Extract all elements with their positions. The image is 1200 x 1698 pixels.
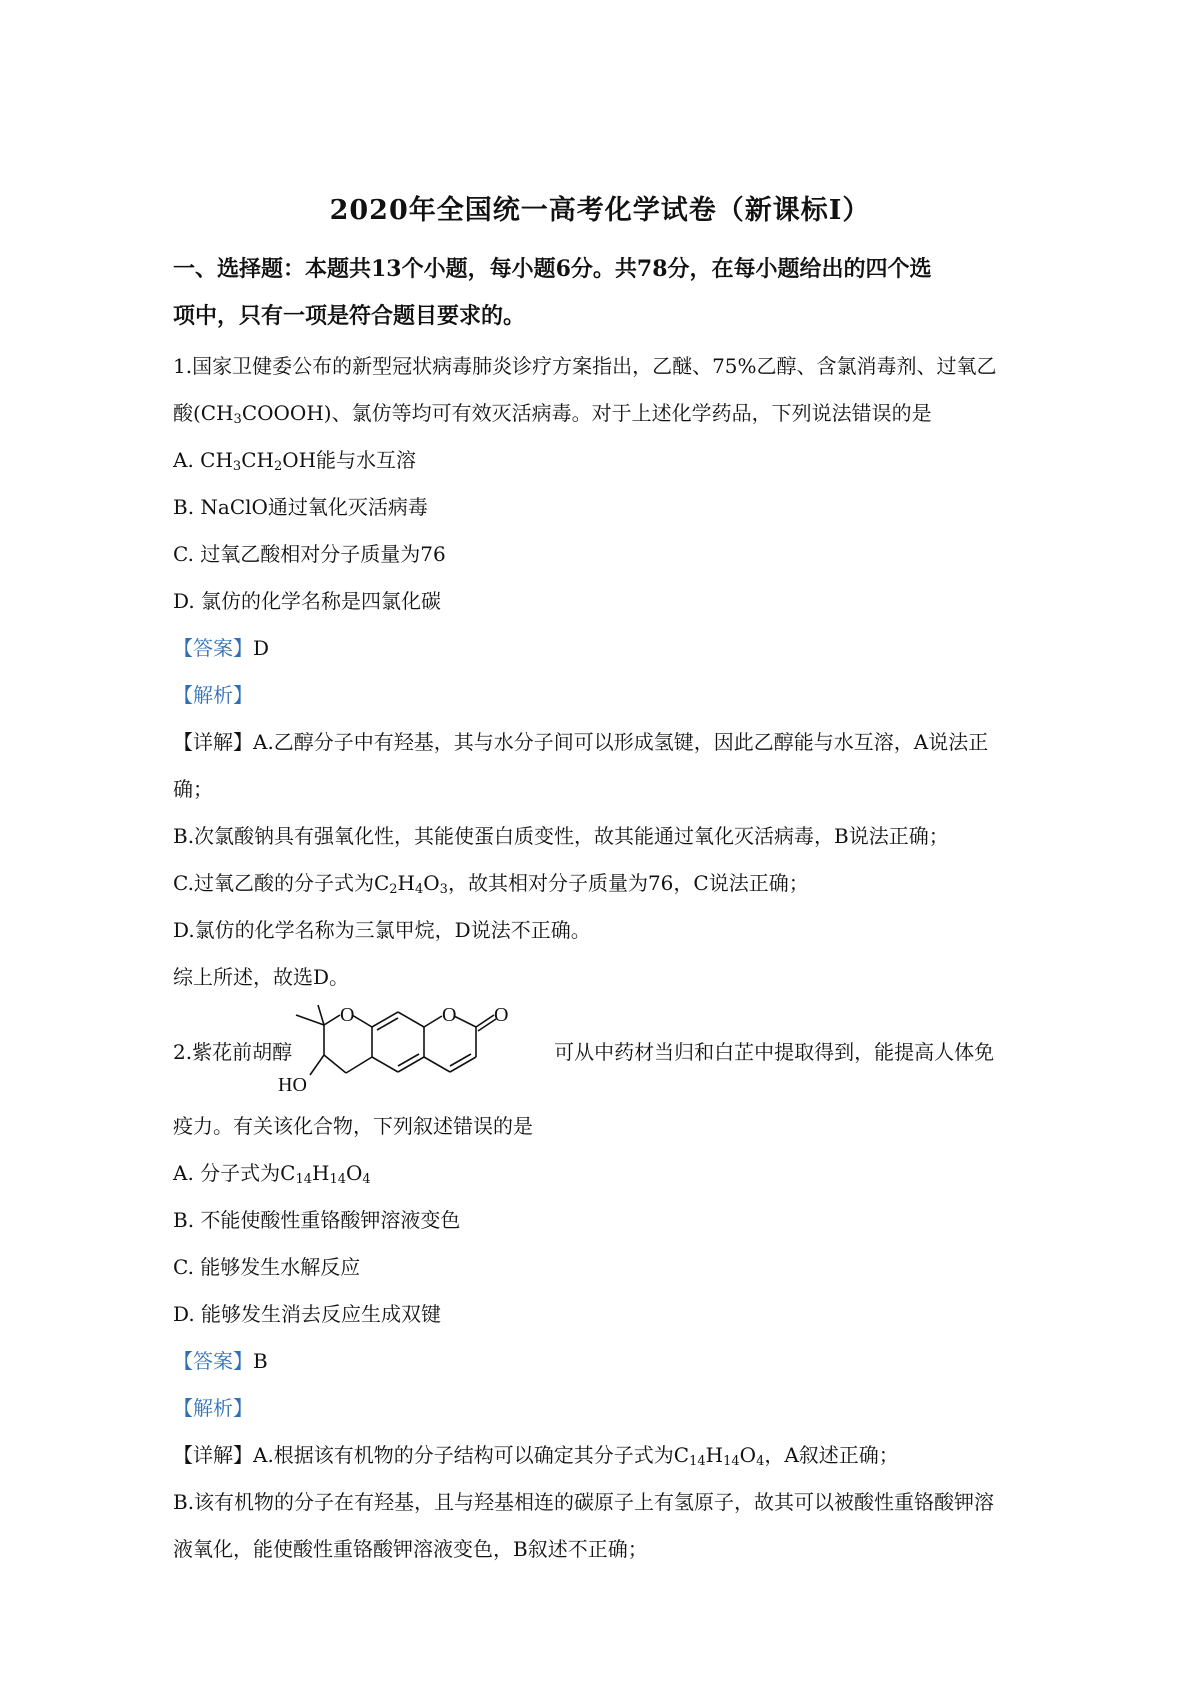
q1-analysis-tag: 【解析】 — [173, 683, 253, 707]
q1-detail-line4: C.过氧乙酸的分子式为$C_2H_4O_3$，故其相对分子质量为76，C说法正确； — [173, 871, 809, 897]
q1-option-c: C. 过氧乙酸相对分子质量为76 — [173, 542, 446, 566]
oxygen-label-3: O — [494, 1004, 509, 1026]
page-title: 2020年全国统一高考化学试卷（新课标Ⅰ） — [329, 195, 871, 226]
q2-detail-line2: B.该有机物的分子在有羟基，且与羟基相连的碳原子上有氢原子，故其可以被酸性重铬酸钾溶 — [173, 1490, 995, 1514]
q2-stem-line1: 2.紫花前胡醇 可从中药材当归和白芷中提取得到，能提高人体免 — [173, 1040, 995, 1064]
section-heading-line2: 项中，只有一项是符合题目要求的。 — [173, 303, 526, 329]
q1-detail-line5: D.氯仿的化学名称为三氯甲烷，D说法不正确。 — [173, 918, 591, 942]
oxygen-label-1: O — [340, 1004, 355, 1026]
molecule-structure — [278, 1003, 554, 1096]
q2-detail-line3: 液氧化，能使酸性重铬酸钾溶液变色，B叙述不正确； — [173, 1537, 648, 1561]
q2-detail-line1: 【详解】A.根据该有机物的分子结构可以确定其分子式为$C_{14}H_{14}O_4$，A叙述正确； — [173, 1443, 899, 1469]
oxygen-label-2: O — [442, 1004, 457, 1026]
q1-stem-line2: 酸$(CH_3COOOH)$、氯仿等均可有效灭活病毒。对于上述化学药品，下列说法错误的是 — [173, 401, 932, 427]
q1-detail-line2: 确； — [173, 777, 213, 801]
q2-option-d: D. 能够发生消去反应生成双键 — [173, 1302, 442, 1326]
hydroxyl-label: HO — [278, 1074, 307, 1096]
q2-option-a: A. 分子式为$C_{14}H_{14}O_4$ — [173, 1161, 371, 1187]
q1-option-a: A. $CH_3CH_2OH$能与水互溶 — [173, 448, 417, 474]
q1-stem-line1: 1.国家卫健委公布的新型冠状病毒肺炎诊疗方案指出，乙醚、75%乙醇、含氯消毒剂、过氧乙 — [173, 354, 997, 378]
q2-option-c: C. 能够发生水解反应 — [173, 1255, 361, 1279]
section-heading-line1: 一、选择题：本题共13个小题，每小题6分。共78分，在每小题给出的四个选 — [173, 256, 932, 282]
q1-detail-line3: B.次氯酸钠具有强氧化性，其能使蛋白质变性，故其能通过氧化灭活病毒，B说法正确； — [173, 824, 949, 848]
q1-detail-line1: 【详解】A.乙醇分子中有羟基，其与水分子间可以形成氢键，因此乙醇能与水互溶，A说法正 — [173, 730, 989, 754]
q1-answer: 【答案】D — [173, 636, 270, 660]
q2-answer: 【答案】B — [173, 1349, 268, 1373]
q1-option-d: D. 氯仿的化学名称是四氯化碳 — [173, 589, 442, 613]
answer-tag: 【答案】 — [173, 636, 253, 660]
q1-detail-line6: 综上所述，故选D。 — [173, 965, 350, 989]
q2-analysis-tag: 【解析】 — [173, 1396, 253, 1420]
answer-tag: 【答案】 — [173, 1349, 253, 1373]
q1-option-b: B. NaClO通过氧化灭活病毒 — [173, 495, 428, 519]
q2-option-b: B. 不能使酸性重铬酸钾溶液变色 — [173, 1208, 461, 1232]
q2-stem-line2: 疫力。有关该化合物，下列叙述错误的是 — [173, 1114, 533, 1138]
